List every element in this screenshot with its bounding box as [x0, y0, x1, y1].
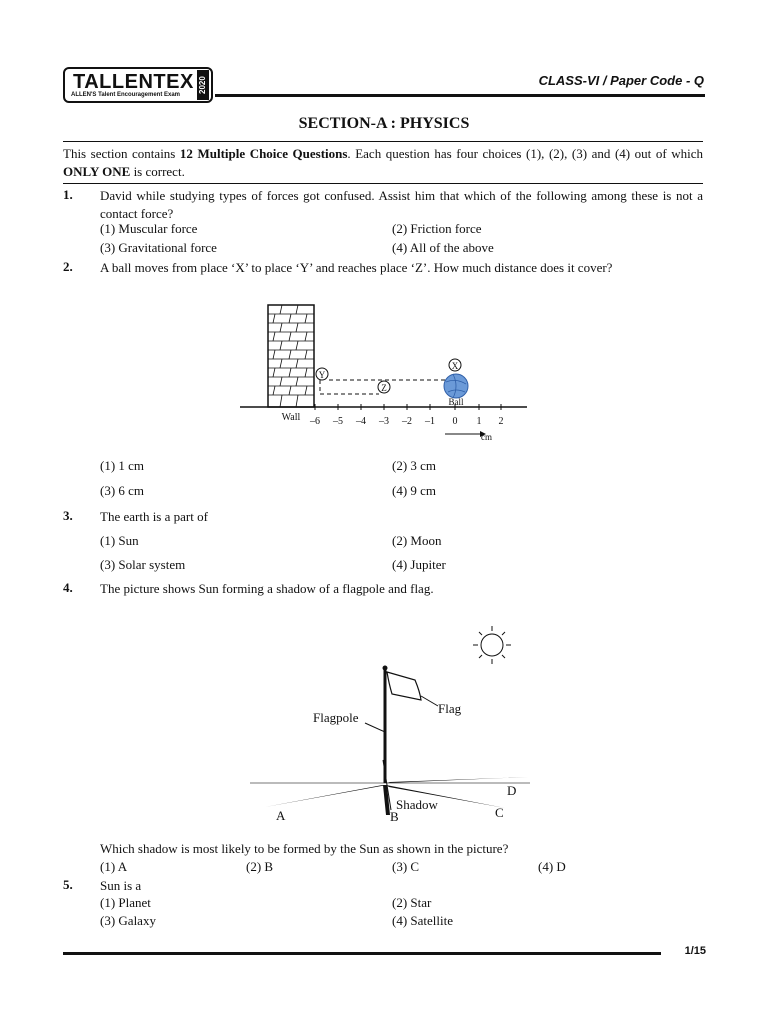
shadow-label-b: B — [390, 809, 399, 824]
question-4-option-2[interactable]: (2) B — [246, 859, 274, 874]
flagpole-label: Flagpole — [313, 710, 359, 725]
svg-text:X: X — [451, 361, 459, 371]
question-5-text: Sun is a — [100, 878, 142, 893]
tick-label: 2 — [498, 416, 504, 427]
logo-subtext: ALLEN'S Talent Encouragement Exam — [71, 92, 181, 98]
question-2-option-4[interactable]: (4) 9 cm — [392, 483, 437, 498]
tick-label: 0 — [452, 416, 458, 427]
ball-label: Ball — [448, 397, 464, 407]
question-4-option-1[interactable]: (1) A — [100, 859, 128, 874]
question-5-option-1[interactable]: (1) Planet — [100, 895, 151, 910]
section-instructions — [63, 145, 703, 181]
question-1-option-2[interactable]: (2) Friction force — [392, 221, 482, 236]
question-4-number: 4. — [63, 580, 73, 595]
question-2-option-2[interactable]: (2) 3 cm — [392, 458, 437, 473]
flagpole — [383, 666, 388, 784]
question-2-text: A ball moves from place ‘X’ to place ‘Y’ and reaches place ‘Z’. How much distance does it cover? — [100, 260, 613, 275]
header-rule — [215, 94, 705, 97]
ball-distance-figure — [235, 300, 535, 450]
question-2-option-1[interactable]: (1) 1 cm — [100, 458, 145, 473]
shadow-label-d: D — [507, 783, 517, 798]
sun-icon — [473, 626, 511, 664]
ball-icon — [444, 374, 468, 398]
intro-text-3: is correct. — [130, 164, 185, 179]
question-1-option-3[interactable]: (3) Gravitational force — [100, 240, 217, 255]
question-1-option-4[interactable]: (4) All of the above — [392, 240, 494, 255]
tick-label: –4 — [356, 416, 366, 427]
section-title: SECTION-A : PHYSICS — [298, 115, 470, 132]
question-2-number: 2. — [63, 259, 73, 274]
question-2-option-3[interactable]: (3) 6 cm — [100, 483, 145, 498]
brick-wall — [268, 305, 314, 407]
shadow-label: Shadow — [396, 797, 438, 812]
logo-text: TALLENTEX — [73, 71, 194, 93]
question-4-text: The picture shows Sun forming a shadow of a flagpole and flag. — [100, 581, 434, 596]
intro-text-2: . Each question has four choices (1), (2), (3) and (4) out of which — [347, 146, 703, 161]
question-3-text: The earth is a part of — [100, 509, 208, 524]
tallentex-logo — [63, 67, 213, 103]
shadow-label-c: C — [495, 805, 504, 820]
intro-text-1: This section contains — [63, 146, 180, 161]
flagpole-pointer — [365, 723, 385, 732]
question-1-number: 1. — [63, 187, 73, 202]
point-y-marker — [316, 368, 328, 380]
section-top-rule — [63, 141, 703, 142]
question-1-text: David while studying types of forces got confused. Assist him that which of the following among these is not a contact force? — [100, 188, 703, 221]
shadow-a — [265, 785, 387, 807]
tick-label: –5 — [333, 416, 343, 427]
paper-code: CLASS-VI / Paper Code - Q — [538, 73, 704, 88]
tick-label: –2 — [402, 416, 412, 427]
cm-arrow — [445, 431, 492, 442]
unit-label: cm — [481, 432, 492, 442]
intro-bold-count: 12 Multiple Choice Questions — [179, 146, 348, 161]
question-3-number: 3. — [63, 508, 73, 523]
question-4-option-3[interactable]: (3) C — [392, 859, 420, 874]
question-3-option-1[interactable]: (1) Sun — [100, 533, 139, 548]
section-bottom-rule — [63, 183, 703, 184]
question-5-option-4[interactable]: (4) Satellite — [392, 913, 454, 928]
point-z-marker — [378, 381, 390, 393]
svg-text:Y: Y — [318, 370, 326, 380]
wall-label: Wall — [281, 412, 301, 423]
svg-text:Z: Z — [381, 383, 387, 393]
tick-label: –3 — [379, 416, 389, 427]
shadow-label-a: A — [276, 808, 286, 823]
tick-label: –1 — [425, 416, 435, 427]
question-3-option-2[interactable]: (2) Moon — [392, 533, 442, 548]
question-5-option-2[interactable]: (2) Star — [392, 895, 432, 910]
footer-rule — [63, 952, 661, 955]
question-3-option-3[interactable]: (3) Solar system — [100, 557, 186, 572]
question-1-option-1[interactable]: (1) Muscular force — [100, 221, 198, 236]
flag-icon — [387, 672, 421, 700]
tick-label: 1 — [476, 416, 482, 427]
flag-label: Flag — [438, 701, 462, 716]
page-number: 1/15 — [684, 945, 706, 957]
question-3-option-4[interactable]: (4) Jupiter — [392, 557, 446, 572]
question-4-subtext: Which shadow is most likely to be formed by the Sun as shown in the picture? — [100, 841, 509, 856]
question-5-number: 5. — [63, 877, 73, 892]
logo-year: 2020 — [197, 70, 209, 100]
flagpole-shadow-figure — [245, 620, 535, 828]
point-x-marker — [449, 359, 461, 371]
tick-label: –6 — [310, 416, 320, 427]
flag-pointer — [421, 696, 438, 706]
intro-bold-only-one: ONLY ONE — [63, 164, 131, 179]
question-4-option-4[interactable]: (4) D — [538, 859, 566, 874]
question-5-option-3[interactable]: (3) Galaxy — [100, 913, 156, 928]
